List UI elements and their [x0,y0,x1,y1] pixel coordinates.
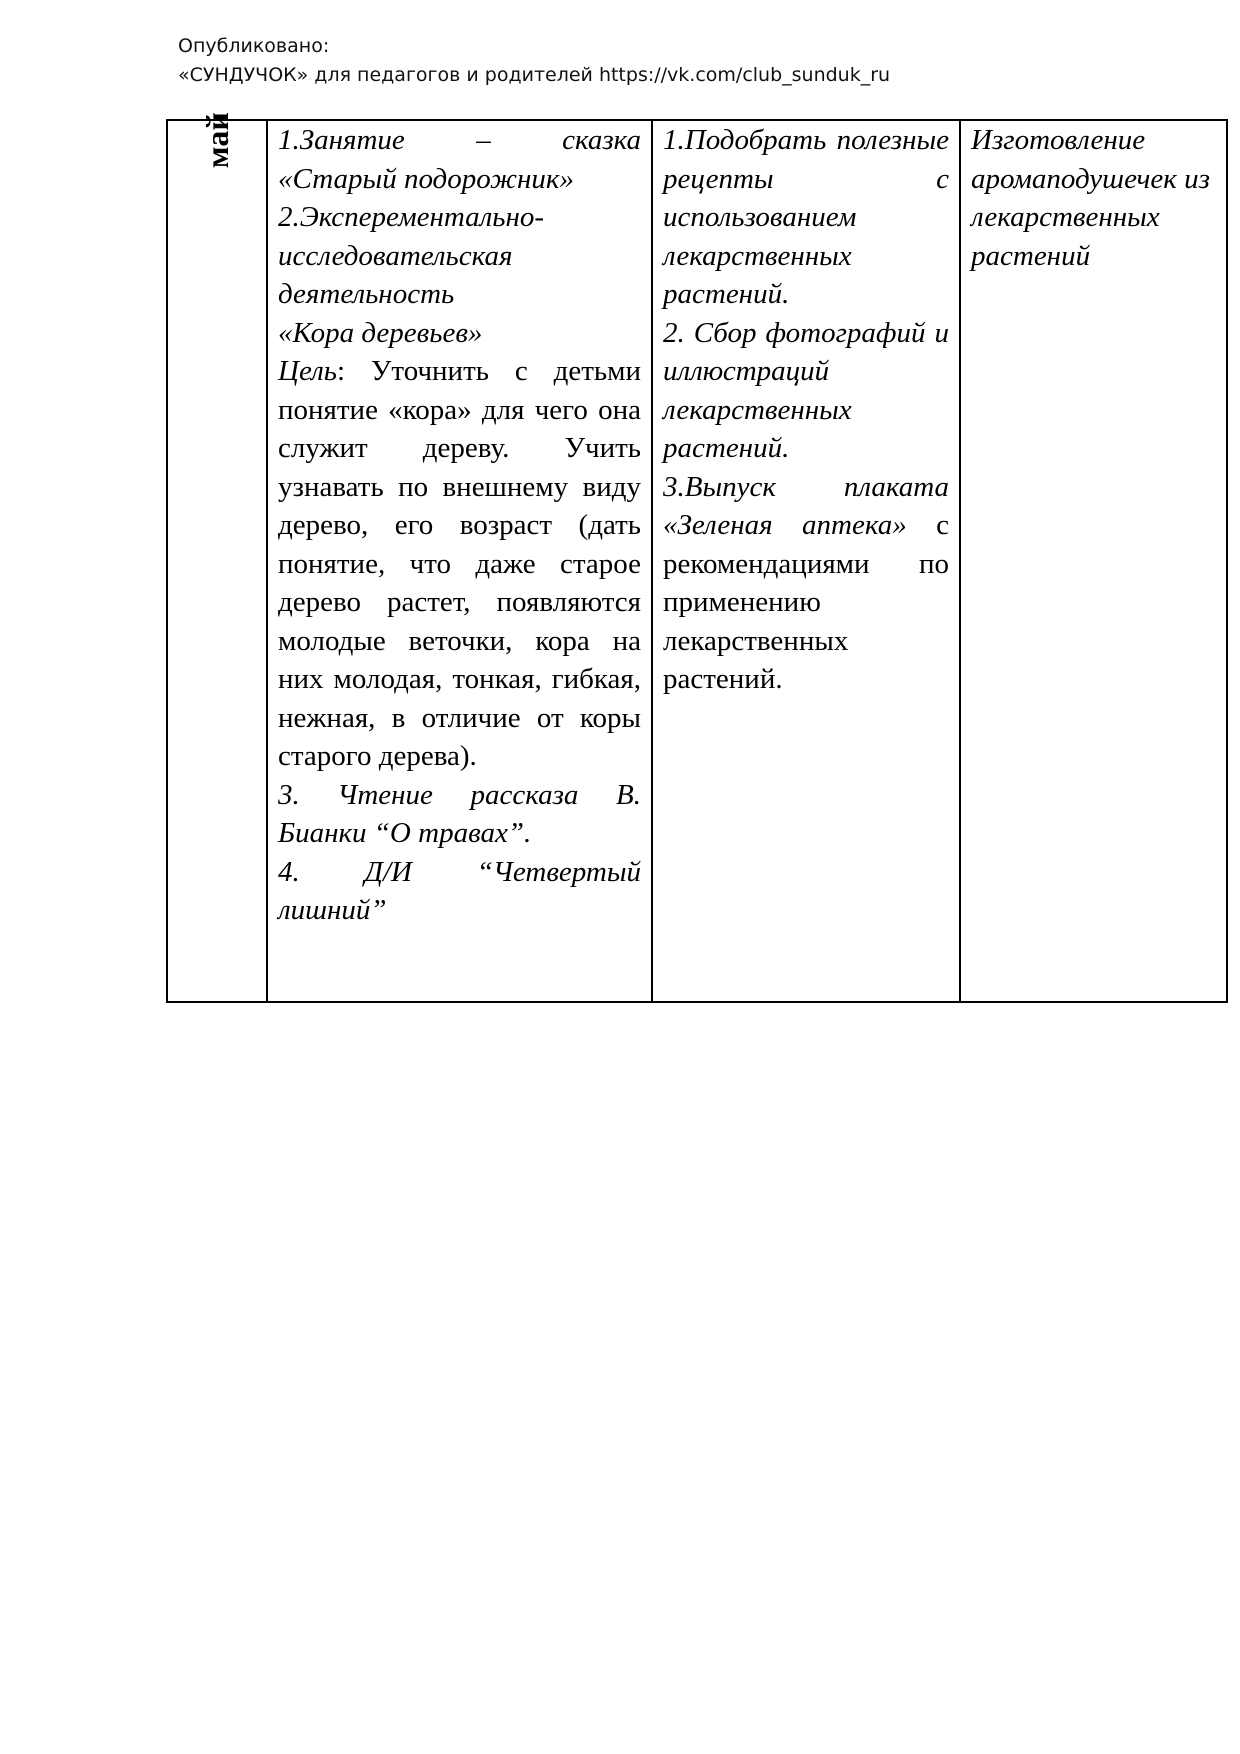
month-label: май [198,112,235,169]
activity-1-line-2: «Старый подорожник» [278,162,574,195]
month-cell [167,112,267,1002]
plan-table [166,112,1228,1003]
table-row [167,120,1227,1002]
publication-header [178,32,890,90]
activity-3: 3. Чтение рассказа В. Бианки “О травах”. [278,778,641,849]
parents-cell [652,120,960,1002]
activity-4: 4. Д/И “Четвертый лишний” [278,855,641,926]
product-cell [960,120,1227,1002]
activities-cell [267,120,652,1002]
parents-item-1: 1.Подобрать полезные рецепты с использованием лекарственных растений. [663,124,949,310]
parents-item-3 [663,468,949,699]
published-label: Опубликовано: [178,35,330,57]
product-text: Изготовление аромаподушечек из лекарственных растений [971,124,1210,272]
parents-item-3-title: 3.Выпуск плаката «Зеленая аптека» [663,470,949,541]
publisher-line: «СУНДУЧОК» для педагогов и родителей https://vk.com/club_sunduk_ru [178,64,891,86]
parents-item-2: 2. Сбор фотографий и иллюстраций лекарственных растений. [663,316,949,464]
activity-goal: Цель: Уточнить с детьми понятие «кора» для чего она служит дереву. Учить узнавать по внешнему виду дерево, его возраст (дать понятие, что даже старое дерево растет, появляются молодые веточки, кора на них молодая, тонкая, гибкая, нежная, в отличие от коры старого дерева). [278,355,641,772]
goal-text: Уточнить с детьми понятие «кора» для чего она служит дереву. Учить узнавать по внешнему виду дерево, его возраст (дать понятие, что даже старое дерево растет, появляются молодые веточки, кора на них молодая, тонкая, гибкая, нежная, в отличие от коры старого дерева). [278,355,641,772]
parents-item-3-text: с рекомендациями по применению лекарственных растений. [663,509,949,695]
activity-2-title: «Кора деревьев» [278,316,483,349]
goal-label: Цель [278,355,337,387]
activity-2-line-2: исследовательская [278,239,513,272]
activity-2-line-3: деятельность [278,278,455,310]
activity-2-line-1: 2.Эксперементально- [278,201,545,233]
activity-1-line-1: 1.Занятие – сказка [278,124,641,156]
